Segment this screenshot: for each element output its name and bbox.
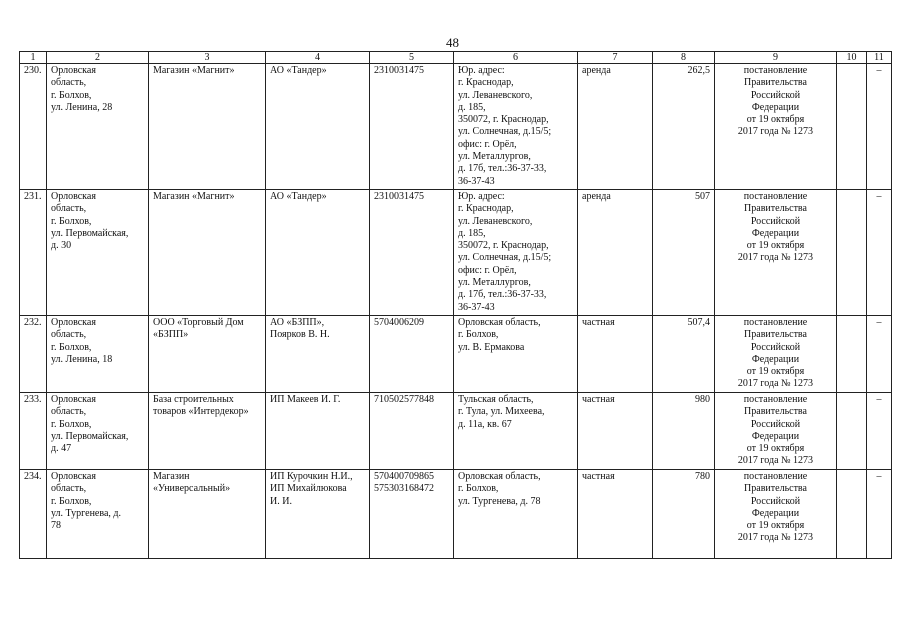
ownership-right: частная	[578, 470, 653, 559]
column-header: 4	[266, 52, 370, 64]
ownership-right: аренда	[578, 190, 653, 316]
table-row	[20, 316, 892, 393]
col10-cell	[837, 393, 867, 470]
registry-table	[19, 51, 892, 559]
table-row	[20, 393, 892, 470]
row-number: 230.	[20, 64, 47, 190]
object-name: Магазин «Магнит»	[149, 190, 266, 316]
row-number: 233.	[20, 393, 47, 470]
table-row	[20, 470, 892, 559]
owner-name: ИП Макеев И. Г.	[266, 393, 370, 470]
table-row	[20, 64, 892, 190]
column-header: 7	[578, 52, 653, 64]
row-number: 232.	[20, 316, 47, 393]
col11-cell: –	[867, 470, 892, 559]
inn-value: 2310031475	[370, 190, 454, 316]
owner-contacts: Юр. адрес: г. Краснодар, ул. Леваневского, д. 185, 350072, г. Краснодар, ул. Солнечная, д.15/5; офис: г. Орёл, ул. Металлургов, д. 17б, тел.:36-37-33, 36-37-43	[454, 64, 578, 190]
row-number: 234.	[20, 470, 47, 559]
area-value: 980	[653, 393, 715, 470]
inn-value: 570400709865 575303168472	[370, 470, 454, 559]
object-address: Орловская область, г. Болхов, ул. Тургенева, д. 78	[47, 470, 149, 559]
owner-contacts: Тульская область, г. Тула, ул. Михеева, д. 11а, кв. 67	[454, 393, 578, 470]
col11-cell: –	[867, 64, 892, 190]
column-header: 9	[715, 52, 837, 64]
col10-cell	[837, 316, 867, 393]
owner-name: ИП Курочкин Н.И., ИП Михайлюкова И. И.	[266, 470, 370, 559]
col10-cell	[837, 64, 867, 190]
column-numbers-row	[20, 52, 892, 64]
inn-value: 5704006209	[370, 316, 454, 393]
ownership-right: частная	[578, 393, 653, 470]
legal-document: постановление Правительства Российской Федерации от 19 октября 2017 года № 1273	[715, 393, 837, 470]
owner-name: АО «Тандер»	[266, 190, 370, 316]
column-header: 5	[370, 52, 454, 64]
owner-name: АО «БЗПП», Поярков В. Н.	[266, 316, 370, 393]
col11-cell: –	[867, 190, 892, 316]
inn-value: 2310031475	[370, 64, 454, 190]
owner-contacts: Орловская область, г. Болхов, ул. Тургенева, д. 78	[454, 470, 578, 559]
owner-contacts: Орловская область, г. Болхов, ул. В. Ермакова	[454, 316, 578, 393]
legal-document: постановление Правительства Российской Федерации от 19 октября 2017 года № 1273	[715, 470, 837, 559]
object-address: Орловская область, г. Болхов, ул. Первомайская, д. 30	[47, 190, 149, 316]
row-number: 231.	[20, 190, 47, 316]
ownership-right: аренда	[578, 64, 653, 190]
column-header: 2	[47, 52, 149, 64]
col10-cell	[837, 190, 867, 316]
column-header: 3	[149, 52, 266, 64]
object-address: Орловская область, г. Болхов, ул. Ленина, 28	[47, 64, 149, 190]
col10-cell	[837, 470, 867, 559]
object-name: База строительных товаров «Интердекор»	[149, 393, 266, 470]
area-value: 262,5	[653, 64, 715, 190]
object-address: Орловская область, г. Болхов, ул. Первомайская, д. 47	[47, 393, 149, 470]
col11-cell: –	[867, 316, 892, 393]
column-header: 8	[653, 52, 715, 64]
inn-value: 710502577848	[370, 393, 454, 470]
column-header: 11	[867, 52, 892, 64]
owner-name: АО «Тандер»	[266, 64, 370, 190]
ownership-right: частная	[578, 316, 653, 393]
area-value: 780	[653, 470, 715, 559]
area-value: 507,4	[653, 316, 715, 393]
column-header: 1	[20, 52, 47, 64]
legal-document: постановление Правительства Российской Федерации от 19 октября 2017 года № 1273	[715, 190, 837, 316]
object-name: ООО «Торговый Дом «БЗПП»	[149, 316, 266, 393]
col11-cell: –	[867, 393, 892, 470]
object-address: Орловская область, г. Болхов, ул. Ленина, 18	[47, 316, 149, 393]
legal-document: постановление Правительства Российской Федерации от 19 октября 2017 года № 1273	[715, 64, 837, 190]
table-row	[20, 190, 892, 316]
column-header: 6	[454, 52, 578, 64]
area-value: 507	[653, 190, 715, 316]
object-name: Магазин «Универсальный»	[149, 470, 266, 559]
page-number: 48	[446, 35, 459, 50]
column-header: 10	[837, 52, 867, 64]
owner-contacts: Юр. адрес: г. Краснодар, ул. Леваневского, д. 185, 350072, г. Краснодар, ул. Солнечная, д.15/5; офис: г. Орёл, ул. Металлургов, д. 17б, тел.:36-37-33, 36-37-43	[454, 190, 578, 316]
object-name: Магазин «Магнит»	[149, 64, 266, 190]
legal-document: постановление Правительства Российской Федерации от 19 октября 2017 года № 1273	[715, 316, 837, 393]
